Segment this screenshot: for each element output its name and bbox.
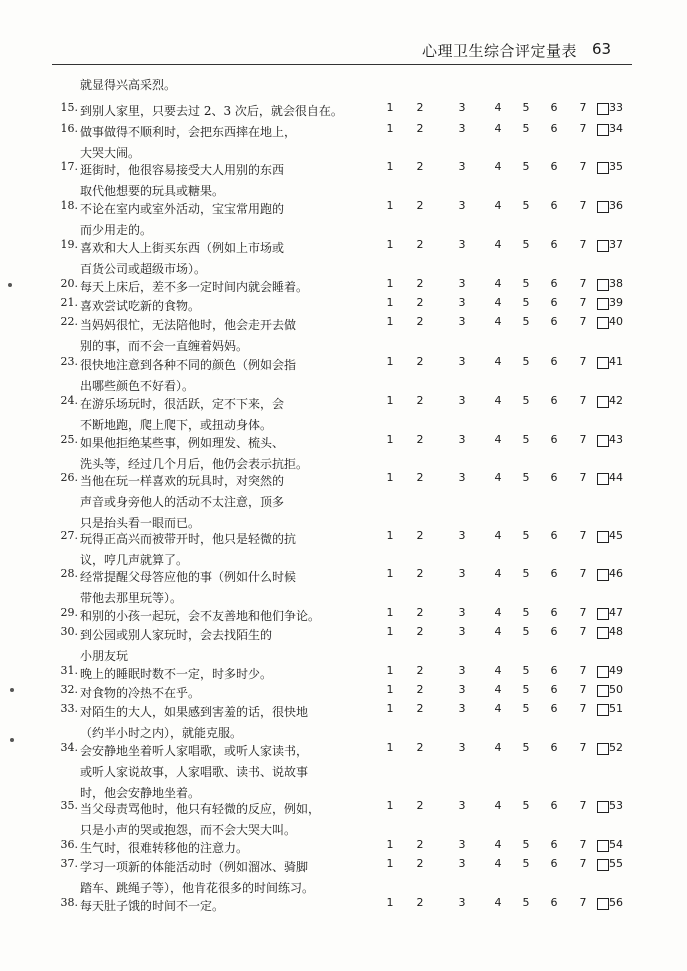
item-text: 当妈妈很忙，无法陪他时，他会走开去做 别的事，而不会一直缠着妈妈。	[80, 318, 297, 353]
scale-option[interactable]: 6	[550, 277, 558, 290]
scale-option[interactable]: 2	[416, 529, 424, 542]
answer-checkbox[interactable]	[597, 279, 609, 291]
scale-option[interactable]: 2	[416, 433, 424, 446]
scale-option[interactable]: 6	[550, 625, 558, 638]
scale-option[interactable]: 1	[386, 664, 394, 677]
scale-option[interactable]: 3	[458, 433, 466, 446]
scale-option[interactable]: 1	[386, 238, 394, 251]
questionnaire-item	[0, 122, 687, 162]
item-number: 24.	[60, 394, 78, 407]
scale-option[interactable]: 3	[458, 741, 466, 754]
scale-option[interactable]: 6	[550, 122, 558, 135]
scale-option[interactable]: 1	[386, 606, 394, 619]
answer-checkbox[interactable]	[597, 162, 609, 174]
item-number: 31.	[60, 664, 78, 677]
scale-option[interactable]: 5	[522, 664, 530, 677]
questionnaire-item	[0, 702, 687, 742]
scale-option[interactable]: 4	[494, 433, 502, 446]
questionnaire-item	[0, 471, 687, 530]
item-text: 做事做得不顺利时，会把东西摔在地上， 大哭大闹。	[80, 125, 297, 160]
questionnaire-item	[0, 238, 687, 278]
scale-option[interactable]: 3	[458, 355, 466, 368]
scale-option[interactable]: 7	[579, 702, 587, 715]
item-text: 晚上的睡眠时数不一定，时多时少。	[80, 667, 273, 681]
scale-option[interactable]: 3	[458, 315, 466, 328]
scale-option[interactable]: 1	[386, 160, 394, 173]
scale-option[interactable]: 1	[386, 471, 394, 484]
answer-checkbox[interactable]	[597, 103, 609, 115]
item-code: 49	[609, 664, 623, 677]
answer-checkbox[interactable]	[597, 240, 609, 252]
scale-option[interactable]: 2	[416, 896, 424, 909]
item-number: 35.	[60, 799, 78, 812]
item-text: 经常提醒父母答应他的事（例如什么时候 带他去那里玩等）。	[80, 570, 297, 605]
scale-option[interactable]: 7	[579, 799, 587, 812]
scan-speck	[10, 738, 14, 742]
scale-option[interactable]: 5	[522, 315, 530, 328]
scale-option[interactable]: 4	[494, 315, 502, 328]
scale-option[interactable]: 6	[550, 838, 558, 851]
scale-option[interactable]: 2	[416, 625, 424, 638]
scale-option[interactable]: 1	[386, 683, 394, 696]
scale-option[interactable]: 2	[416, 471, 424, 484]
item-number: 16.	[60, 122, 78, 135]
scan-speck	[10, 688, 14, 692]
item-code: 46	[609, 567, 623, 580]
answer-checkbox[interactable]	[597, 608, 609, 620]
item-code: 45	[609, 529, 623, 542]
scale-option[interactable]: 7	[579, 857, 587, 870]
page-number: 63	[592, 40, 612, 58]
scale-option[interactable]: 4	[494, 838, 502, 851]
questionnaire-item	[0, 199, 687, 239]
scale-option[interactable]: 4	[494, 799, 502, 812]
scale-option[interactable]: 7	[579, 160, 587, 173]
scale-option[interactable]: 5	[522, 471, 530, 484]
item-number: 37.	[60, 857, 78, 870]
questionnaire-item	[0, 433, 687, 473]
scale-option[interactable]: 2	[416, 238, 424, 251]
item-text: 喜欢和大人上街买东西（例如上市场或 百货公司或超级市场）。	[80, 241, 285, 276]
scale-option[interactable]: 4	[494, 199, 502, 212]
item-code: 33	[609, 101, 623, 114]
scale-option[interactable]: 1	[386, 199, 394, 212]
scale-option[interactable]: 6	[550, 238, 558, 251]
item-number: 33.	[60, 702, 78, 715]
scale-option[interactable]: 5	[522, 238, 530, 251]
item-text: 逛街时，他很容易接受大人用别的东西 取代他想要的玩具或糖果。	[80, 163, 285, 198]
item-text: 当父母责骂他时，他只有轻微的反应，例如， 只是小声的哭或抱怨，而不会大哭大叫。	[80, 802, 321, 837]
scale-option[interactable]: 4	[494, 471, 502, 484]
item-text: 不论在室内或室外活动，宝宝常用跑的 而少用走的。	[80, 202, 285, 237]
scale-option[interactable]: 1	[386, 122, 394, 135]
scale-option[interactable]: 1	[386, 838, 394, 851]
item-code: 51	[609, 702, 623, 715]
questionnaire-item	[0, 799, 687, 839]
scale-option[interactable]: 5	[522, 857, 530, 870]
scale-option[interactable]: 5	[522, 567, 530, 580]
scale-option[interactable]: 6	[550, 896, 558, 909]
scale-option[interactable]: 5	[522, 433, 530, 446]
item-number: 27.	[60, 529, 78, 542]
item-code: 36	[609, 199, 623, 212]
scale-option[interactable]: 5	[522, 101, 530, 114]
questionnaire-item	[0, 394, 687, 434]
continuation-text: 就显得兴高采烈。	[80, 78, 177, 92]
scan-speck	[8, 283, 12, 287]
item-text: 会安静地坐着听人家唱歌，或听人家读书， 或听人家说故事，人家唱歌、读书、说故事 时，他会安静地坐着。	[80, 744, 309, 800]
scale-option[interactable]: 7	[579, 471, 587, 484]
answer-checkbox[interactable]	[597, 666, 609, 678]
item-text: 对食物的冷热不在乎。	[80, 686, 201, 700]
questionnaire-item	[0, 896, 687, 936]
scale-option[interactable]: 6	[550, 199, 558, 212]
questionnaire-item	[0, 567, 687, 607]
answer-checkbox[interactable]	[597, 704, 609, 716]
answer-checkbox[interactable]	[597, 685, 609, 697]
item-code: 34	[609, 122, 623, 135]
scale-option[interactable]: 5	[522, 296, 530, 309]
item-number: 36.	[60, 838, 78, 851]
scale-option[interactable]: 6	[550, 606, 558, 619]
scale-option[interactable]: 3	[458, 394, 466, 407]
questionnaire-item	[0, 741, 687, 800]
scale-option[interactable]: 4	[494, 857, 502, 870]
item-number: 21.	[60, 296, 78, 309]
scale-option[interactable]: 7	[579, 277, 587, 290]
questionnaire-item	[0, 355, 687, 395]
answer-checkbox[interactable]	[597, 201, 609, 213]
answer-checkbox[interactable]	[597, 357, 609, 369]
scale-option[interactable]: 4	[494, 683, 502, 696]
scale-option[interactable]: 5	[522, 606, 530, 619]
scale-option[interactable]: 4	[494, 664, 502, 677]
scale-option[interactable]: 1	[386, 857, 394, 870]
scale-option[interactable]: 4	[494, 896, 502, 909]
scale-option[interactable]: 6	[550, 471, 558, 484]
scale-option[interactable]: 6	[550, 664, 558, 677]
scale-option[interactable]: 2	[416, 296, 424, 309]
scale-option[interactable]: 4	[494, 355, 502, 368]
item-text: 每天上床后，差不多一定时间内就会睡着。	[80, 280, 309, 294]
item-code: 50	[609, 683, 623, 696]
item-number: 22.	[60, 315, 78, 328]
scale-option[interactable]: 6	[550, 567, 558, 580]
scale-option[interactable]: 1	[386, 277, 394, 290]
scale-option[interactable]: 3	[458, 199, 466, 212]
scale-option[interactable]: 1	[386, 315, 394, 328]
scale-option[interactable]: 6	[550, 160, 558, 173]
scale-option[interactable]: 7	[579, 683, 587, 696]
item-code: 53	[609, 799, 623, 812]
scale-option[interactable]: 6	[550, 101, 558, 114]
item-text: 对陌生的大人，如果感到害羞的话，很快地 （约半小时之内），就能克服。	[80, 705, 309, 740]
item-number: 18.	[60, 199, 78, 212]
scale-option[interactable]: 5	[522, 199, 530, 212]
page-header	[0, 0, 687, 70]
answer-checkbox[interactable]	[597, 435, 609, 447]
scale-option[interactable]: 7	[579, 567, 587, 580]
item-text: 到公园或别人家玩时，会去找陌生的 小朋友玩	[80, 628, 273, 663]
scale-option[interactable]: 6	[550, 799, 558, 812]
scale-option[interactable]: 4	[494, 625, 502, 638]
scale-option[interactable]: 4	[494, 160, 502, 173]
scale-option[interactable]: 3	[458, 529, 466, 542]
scale-option[interactable]: 4	[494, 277, 502, 290]
item-number: 17.	[60, 160, 78, 173]
scale-option[interactable]: 7	[579, 122, 587, 135]
item-text: 当他在玩一样喜欢的玩具时，对突然的 声音或身旁他人的活动不太注意，顶多 只是抬头看一眼而已。	[80, 474, 285, 530]
scale-option[interactable]: 1	[386, 567, 394, 580]
scale-option[interactable]: 1	[386, 896, 394, 909]
scale-option[interactable]: 7	[579, 315, 587, 328]
scale-option[interactable]: 5	[522, 625, 530, 638]
scale-option[interactable]: 4	[494, 529, 502, 542]
item-text: 和别的小孩一起玩，会不友善地和他们争论。	[80, 609, 321, 623]
scale-option[interactable]: 5	[522, 160, 530, 173]
item-number: 26.	[60, 471, 78, 484]
scale-option[interactable]: 2	[416, 683, 424, 696]
scale-option[interactable]: 1	[386, 529, 394, 542]
item-text: 在游乐场玩时，很活跃，定不下来，会 不断地跑，爬上爬下，或扭动身体。	[80, 397, 285, 432]
scale-option[interactable]: 3	[458, 702, 466, 715]
scale-option[interactable]: 7	[579, 238, 587, 251]
scale-option[interactable]: 4	[494, 296, 502, 309]
answer-checkbox[interactable]	[597, 531, 609, 543]
scale-option[interactable]: 1	[386, 101, 394, 114]
item-text: 每天肚子饿的时间不一定。	[80, 899, 225, 913]
scale-option[interactable]: 1	[386, 355, 394, 368]
scale-option[interactable]: 7	[579, 838, 587, 851]
scale-option[interactable]: 5	[522, 683, 530, 696]
scale-option[interactable]: 1	[386, 799, 394, 812]
scale-option[interactable]: 2	[416, 160, 424, 173]
answer-checkbox[interactable]	[597, 859, 609, 871]
item-code: 35	[609, 160, 623, 173]
answer-checkbox[interactable]	[597, 627, 609, 639]
scale-option[interactable]: 5	[522, 394, 530, 407]
item-text: 到别人家里，只要去过 2、3 次后，就会很自在。	[80, 104, 343, 118]
scale-option[interactable]: 5	[522, 741, 530, 754]
item-number: 25.	[60, 433, 78, 446]
answer-checkbox[interactable]	[597, 743, 609, 755]
item-code: 40	[609, 315, 623, 328]
questionnaire-item	[0, 857, 687, 897]
scale-option[interactable]: 5	[522, 355, 530, 368]
questionnaire-item	[0, 529, 687, 569]
scale-option[interactable]: 3	[458, 799, 466, 812]
scale-option[interactable]: 2	[416, 567, 424, 580]
scale-option[interactable]: 2	[416, 664, 424, 677]
scale-option[interactable]: 6	[550, 315, 558, 328]
answer-checkbox[interactable]	[597, 898, 609, 910]
page-title: 心理卫生综合评定量表	[422, 42, 578, 60]
scale-option[interactable]: 7	[579, 101, 587, 114]
scale-option[interactable]: 3	[458, 664, 466, 677]
scale-option[interactable]: 3	[458, 625, 466, 638]
scale-option[interactable]: 3	[458, 238, 466, 251]
scale-option[interactable]: 2	[416, 741, 424, 754]
scale-option[interactable]: 3	[458, 122, 466, 135]
item-number: 20.	[60, 277, 78, 290]
scale-option[interactable]: 3	[458, 160, 466, 173]
scale-option[interactable]: 1	[386, 625, 394, 638]
scale-option[interactable]: 6	[550, 355, 558, 368]
answer-checkbox[interactable]	[597, 298, 609, 310]
scale-option[interactable]: 2	[416, 315, 424, 328]
scale-option[interactable]: 7	[579, 433, 587, 446]
item-code: 42	[609, 394, 623, 407]
item-number: 32.	[60, 683, 78, 696]
scale-option[interactable]: 2	[416, 277, 424, 290]
scale-option[interactable]: 2	[416, 702, 424, 715]
scale-option[interactable]: 1	[386, 433, 394, 446]
answer-checkbox[interactable]	[597, 569, 609, 581]
scale-option[interactable]: 5	[522, 896, 530, 909]
scale-option[interactable]: 3	[458, 296, 466, 309]
questionnaire-item	[0, 625, 687, 665]
scale-option[interactable]: 1	[386, 702, 394, 715]
scale-option[interactable]: 5	[522, 122, 530, 135]
item-code: 38	[609, 277, 623, 290]
scale-option[interactable]: 3	[458, 277, 466, 290]
item-text: 生气时，很难转移他的注意力。	[80, 841, 249, 855]
scale-option[interactable]: 2	[416, 838, 424, 851]
scale-option[interactable]: 3	[458, 567, 466, 580]
scale-option[interactable]: 7	[579, 741, 587, 754]
item-number: 38.	[60, 896, 78, 909]
answer-checkbox[interactable]	[597, 473, 609, 485]
item-code: 47	[609, 606, 623, 619]
scale-option[interactable]: 7	[579, 606, 587, 619]
scale-option[interactable]: 6	[550, 741, 558, 754]
item-code: 48	[609, 625, 623, 638]
item-code: 37	[609, 238, 623, 251]
scale-option[interactable]: 2	[416, 101, 424, 114]
scale-option[interactable]: 3	[458, 683, 466, 696]
scale-option[interactable]: 5	[522, 702, 530, 715]
scale-option[interactable]: 7	[579, 529, 587, 542]
scale-option[interactable]: 7	[579, 664, 587, 677]
item-number: 19.	[60, 238, 78, 251]
item-code: 55	[609, 857, 623, 870]
item-number: 30.	[60, 625, 78, 638]
item-text: 玩得正高兴而被带开时，他只是轻微的抗 议，哼几声就算了。	[80, 532, 297, 567]
item-text: 如果他拒绝某些事，例如理发、梳头、 洗头等，经过几个月后，他仍会表示抗拒。	[80, 436, 309, 471]
scale-option[interactable]: 6	[550, 529, 558, 542]
item-code: 44	[609, 471, 623, 484]
scale-option[interactable]: 6	[550, 433, 558, 446]
scale-option[interactable]: 1	[386, 741, 394, 754]
scale-option[interactable]: 6	[550, 296, 558, 309]
scale-option[interactable]: 4	[494, 606, 502, 619]
scale-option[interactable]: 2	[416, 857, 424, 870]
scale-option[interactable]: 5	[522, 277, 530, 290]
scale-option[interactable]: 2	[416, 606, 424, 619]
scale-option[interactable]: 2	[416, 122, 424, 135]
scale-option[interactable]: 6	[550, 394, 558, 407]
answer-checkbox[interactable]	[597, 801, 609, 813]
scale-option[interactable]: 3	[458, 101, 466, 114]
item-number: 34.	[60, 741, 78, 754]
scale-option[interactable]: 1	[386, 296, 394, 309]
scale-option[interactable]: 6	[550, 702, 558, 715]
scale-option[interactable]: 5	[522, 529, 530, 542]
scale-option[interactable]: 4	[494, 567, 502, 580]
scale-option[interactable]: 2	[416, 199, 424, 212]
item-text: 很快地注意到各种不同的颜色（例如会指 出哪些颜色不好看）。	[80, 358, 297, 393]
scale-option[interactable]: 4	[494, 702, 502, 715]
scale-option[interactable]: 7	[579, 896, 587, 909]
scale-option[interactable]: 7	[579, 199, 587, 212]
scale-option[interactable]: 5	[522, 838, 530, 851]
scale-option[interactable]: 1	[386, 394, 394, 407]
scale-option[interactable]: 2	[416, 355, 424, 368]
scale-option[interactable]: 7	[579, 625, 587, 638]
item-text: 喜欢尝试吃新的食物。	[80, 299, 201, 313]
item-code: 39	[609, 296, 623, 309]
item-number: 28.	[60, 567, 78, 580]
scale-option[interactable]: 3	[458, 896, 466, 909]
scale-option[interactable]: 4	[494, 101, 502, 114]
scale-option[interactable]: 4	[494, 394, 502, 407]
answer-checkbox[interactable]	[597, 124, 609, 136]
item-number: 29.	[60, 606, 78, 619]
scale-option[interactable]: 7	[579, 355, 587, 368]
item-code: 41	[609, 355, 623, 368]
questionnaire-item	[0, 315, 687, 355]
scale-option[interactable]: 3	[458, 857, 466, 870]
scale-option[interactable]: 4	[494, 238, 502, 251]
answer-checkbox[interactable]	[597, 396, 609, 408]
scale-option[interactable]: 2	[416, 799, 424, 812]
scale-option[interactable]: 3	[458, 838, 466, 851]
item-code: 54	[609, 838, 623, 851]
header-rule	[52, 64, 632, 65]
scale-option[interactable]: 6	[550, 683, 558, 696]
item-code: 43	[609, 433, 623, 446]
item-code: 52	[609, 741, 623, 754]
item-code: 56	[609, 896, 623, 909]
scale-option[interactable]: 4	[494, 741, 502, 754]
scale-option[interactable]: 4	[494, 122, 502, 135]
item-text: 学习一项新的体能活动时（例如溜冰、骑脚 踏车、跳绳子等），他肯花很多的时间练习。	[80, 860, 315, 895]
item-number: 15.	[60, 101, 78, 114]
scale-option[interactable]: 5	[522, 799, 530, 812]
scale-option[interactable]: 7	[579, 394, 587, 407]
answer-checkbox[interactable]	[597, 317, 609, 329]
item-number: 23.	[60, 355, 78, 368]
scale-option[interactable]: 7	[579, 296, 587, 309]
answer-checkbox[interactable]	[597, 840, 609, 852]
scale-option[interactable]: 6	[550, 857, 558, 870]
scale-option[interactable]: 3	[458, 471, 466, 484]
questionnaire-item	[0, 160, 687, 200]
scale-option[interactable]: 2	[416, 394, 424, 407]
scale-option[interactable]: 3	[458, 606, 466, 619]
